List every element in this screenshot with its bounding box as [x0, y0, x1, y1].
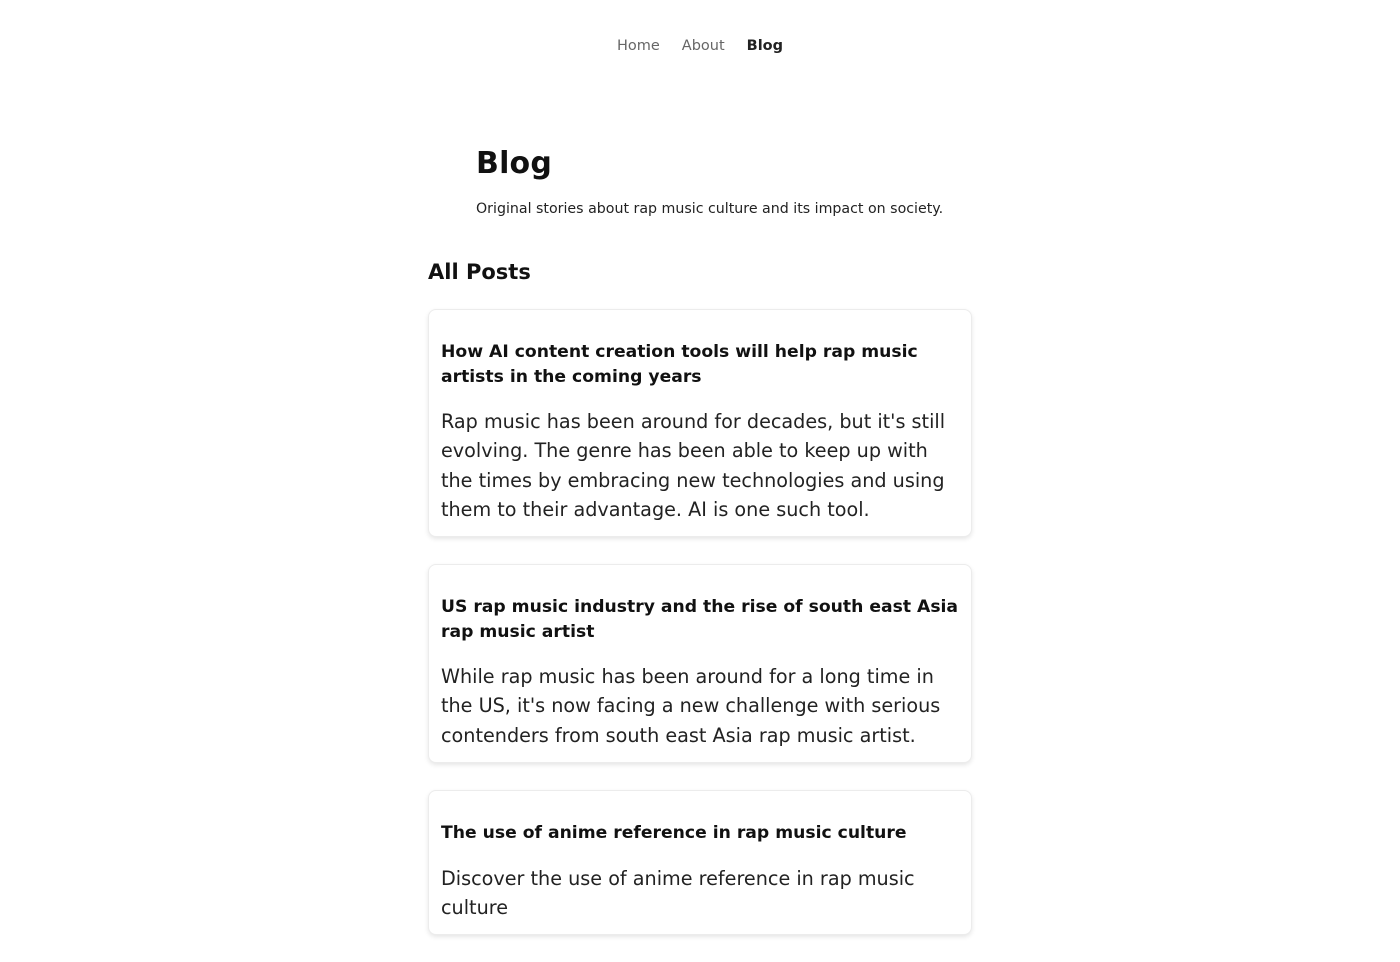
nav-home-link[interactable]: Home: [616, 38, 660, 54]
blog-header: [476, 146, 976, 217]
post-excerpt: While rap music has been around for a long time in the US, it's now facing a new challenge with serious contenders from south east Asia rap music artist.: [441, 665, 941, 747]
page-title: Blog: [476, 146, 553, 181]
post-title[interactable]: US rap music industry and the rise of south east Asia rap music artist: [441, 597, 959, 642]
post-card[interactable]: [428, 309, 972, 537]
post-title[interactable]: How AI content creation tools will help rap music artists in the coming years: [441, 342, 918, 387]
post-list: [428, 309, 972, 962]
post-card[interactable]: [428, 790, 972, 935]
post-excerpt: Rap music has been around for decades, but it's still evolving. The genre has been able to keep up with the times by embracing new technologies and using them to their advantage. AI is one such tool.: [441, 410, 946, 521]
post-excerpt: Discover the use of anime reference in rap music culture: [441, 866, 915, 919]
all-posts-heading: All Posts: [428, 260, 531, 284]
nav-about-link[interactable]: About: [681, 38, 725, 54]
post-card[interactable]: [428, 564, 972, 763]
nav-blog-link[interactable]: Blog: [746, 38, 784, 54]
post-title[interactable]: The use of anime reference in rap music culture: [441, 823, 907, 844]
top-nav: [0, 38, 1400, 54]
page-subtitle: Original stories about rap music culture and its impact on society.: [476, 201, 944, 217]
